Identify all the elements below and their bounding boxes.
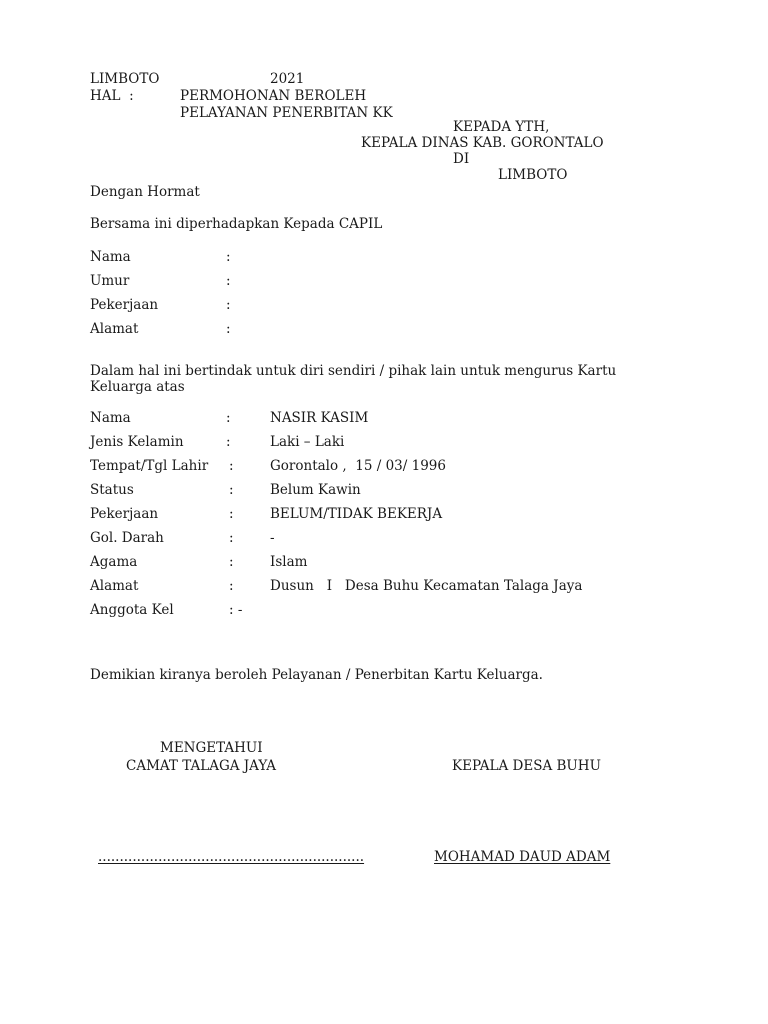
mengetahui-label: MENGETAHUI xyxy=(160,740,263,756)
recipient-line-3: DI xyxy=(453,151,470,167)
kepala-desa-name: MOHAMAD DAUD ADAM xyxy=(434,849,611,865)
recipient-line-1: KEPADA YTH, xyxy=(453,119,550,135)
statement-line-1: Dalam hal ini bertindak untuk diri sendiri / pihak lain untuk mengurus Kartu xyxy=(90,363,617,379)
field-value-jenis-kelamin: Laki – Laki xyxy=(270,434,345,450)
statement-line-2: Keluarga atas xyxy=(90,379,185,395)
field-colon: : xyxy=(229,458,234,474)
field-label: Agama xyxy=(90,554,138,570)
greeting: Dengan Hormat xyxy=(90,184,200,200)
applicant-colon: : xyxy=(226,297,231,313)
field-colon: : xyxy=(229,530,234,546)
applicant-label-nama: Nama xyxy=(90,249,131,265)
field-colon: : xyxy=(229,578,234,594)
field-label: Nama xyxy=(90,410,131,426)
camat-signature-line: .............................................................. xyxy=(98,849,365,865)
field-value-agama: Islam xyxy=(270,554,308,570)
applicant-label-pekerjaan: Pekerjaan xyxy=(90,297,159,313)
kepala-desa-title: KEPALA DESA BUHU xyxy=(452,758,601,774)
applicant-colon: : xyxy=(226,249,231,265)
field-label: Tempat/Tgl Lahir xyxy=(90,458,209,474)
field-colon: : xyxy=(226,434,231,450)
subject-line-2: PELAYANAN PENERBITAN KK xyxy=(180,105,393,121)
field-label: Jenis Kelamin xyxy=(90,434,184,450)
year-label: 2021 xyxy=(270,71,305,87)
field-value-ttl: Gorontalo , 15 / 03/ 1996 xyxy=(270,458,446,474)
field-value-gol-darah: - xyxy=(270,530,275,546)
field-label: Alamat xyxy=(90,578,139,594)
hal-label: HAL : xyxy=(90,88,134,104)
place-label: LIMBOTO xyxy=(90,71,160,87)
applicant-colon: : xyxy=(226,321,231,337)
field-value-nama: NASIR KASIM xyxy=(270,410,369,426)
field-value-pekerjaan: BELUM/TIDAK BEKERJA xyxy=(270,506,443,522)
field-label: Anggota Kel xyxy=(90,602,174,618)
closing-text: Demikian kiranya beroleh Pelayanan / Penerbitan Kartu Keluarga. xyxy=(90,667,543,683)
field-colon: : xyxy=(226,410,231,426)
camat-title: CAMAT TALAGA JAYA xyxy=(126,758,276,774)
field-colon: : xyxy=(229,554,234,570)
field-colon: : - xyxy=(229,602,243,618)
applicant-label-umur: Umur xyxy=(90,273,130,289)
field-value-alamat: Dusun I Desa Buhu Kecamatan Talaga Jaya xyxy=(270,578,583,594)
field-colon: : xyxy=(229,482,234,498)
applicant-colon: : xyxy=(226,273,231,289)
field-label: Pekerjaan xyxy=(90,506,159,522)
field-label: Status xyxy=(90,482,134,498)
recipient-line-2: KEPALA DINAS KAB. GORONTALO xyxy=(361,135,604,151)
subject-line-1: PERMOHONAN BEROLEH xyxy=(180,88,367,104)
applicant-label-alamat: Alamat xyxy=(90,321,139,337)
field-value-status: Belum Kawin xyxy=(270,482,361,498)
field-colon: : xyxy=(229,506,234,522)
recipient-line-4: LIMBOTO xyxy=(498,167,568,183)
field-label: Gol. Darah xyxy=(90,530,164,546)
intro-text: Bersama ini diperhadapkan Kepada CAPIL xyxy=(90,216,383,232)
